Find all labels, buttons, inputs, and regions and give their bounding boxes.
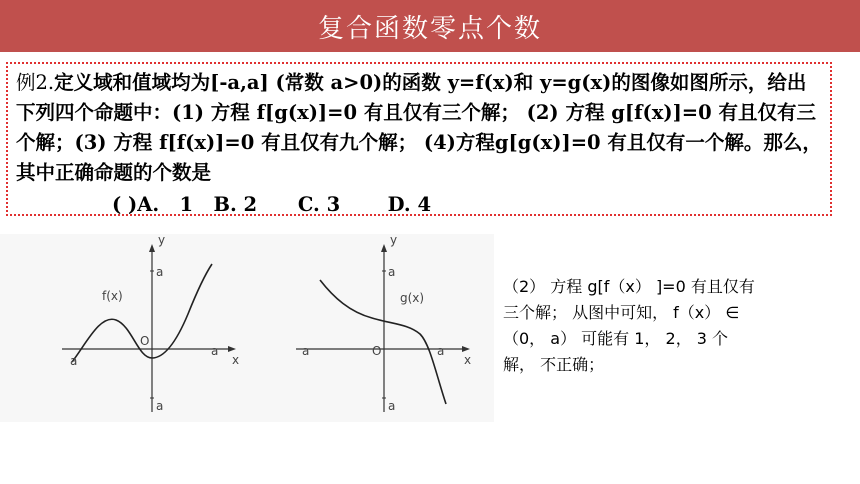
problem-body: 定义域和值域均为[-a,a] (常数 a>0)的函数 y=f(x)和 y=g(x)的图像如图所示，给出下列四个命题中：(1) 方程 f[g(x)]=0 有且仅有三个解； (2) 方程 g[f(x)]=0 有且仅有三个解；(3) 方程 f[f(x)]=0 有且仅有九个解； (4)方程g[g(x)]=0 有且仅有一个解。那么， 其中正确命题的个数是 — [16, 71, 822, 184]
y-axis-arrow-f — [149, 244, 155, 252]
x-axis-arrow-f — [228, 346, 236, 352]
x-axis-arrow-g — [462, 346, 470, 352]
func-label-f: f(x) — [102, 289, 123, 303]
a-top-f: a — [156, 265, 164, 279]
problem-statement — [16, 68, 822, 188]
function-graphs — [0, 234, 494, 422]
func-label-g: g(x) — [400, 291, 425, 305]
graph-g — [296, 234, 471, 413]
problem-lead: 例2. — [16, 71, 55, 94]
x-label-g: x — [464, 353, 472, 367]
a-left-g: a — [302, 344, 310, 358]
slide-title: 复合函数零点个数 — [317, 13, 542, 44]
y-axis-arrow-g — [381, 244, 387, 252]
a-left-f: a — [70, 354, 78, 368]
title-bar — [0, 0, 860, 52]
x-label-f: x — [232, 353, 240, 367]
solution-line-3: （0， a） 可能有 1， 2， 3 个 — [503, 329, 729, 348]
graph-f — [62, 234, 239, 413]
a-right-f: a — [211, 344, 219, 358]
solution-line-2: 三个解； 从图中可知， f（x） ∈ — [503, 303, 740, 322]
problem-box — [6, 62, 832, 216]
graph-panel — [0, 234, 494, 422]
curve-g — [320, 280, 446, 404]
answer-choices: ( )A. 1 B. 2 C. 3 D. 4 — [112, 193, 432, 216]
y-label-f: y — [158, 234, 166, 247]
solution-text — [503, 274, 833, 378]
a-bottom-g: a — [388, 399, 396, 413]
solution-line-1: （2） 方程 g[f（x） ]=0 有且仅有 — [503, 277, 755, 296]
a-bottom-f: a — [156, 399, 164, 413]
origin-f: O — [140, 334, 150, 348]
a-right-g: a — [437, 344, 445, 358]
a-top-g: a — [388, 265, 396, 279]
solution-line-4: 解， 不正确； — [503, 355, 605, 374]
origin-g: O — [372, 344, 382, 358]
y-label-g: y — [390, 234, 398, 247]
